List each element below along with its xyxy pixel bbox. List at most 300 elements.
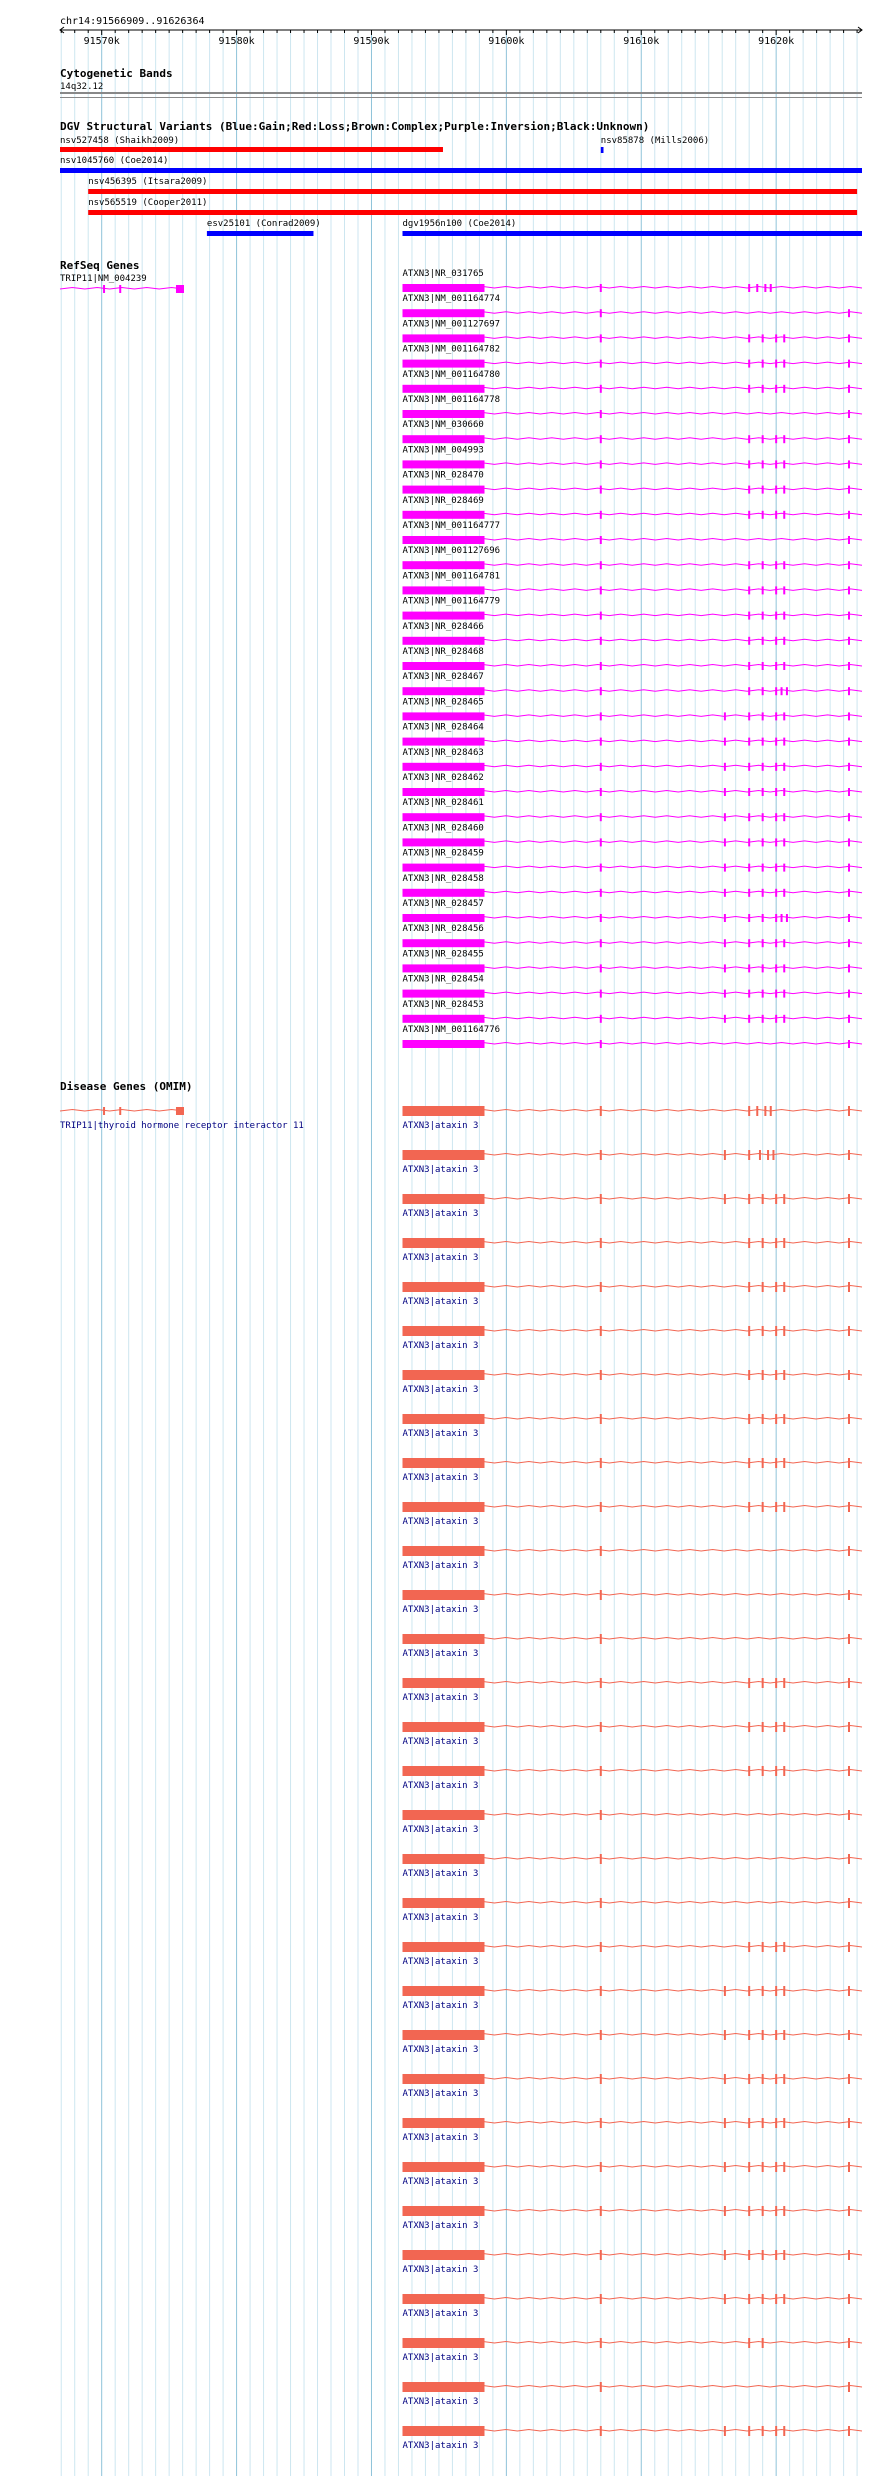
omim-exon[interactable] [848,2250,850,2260]
omim-utr-block[interactable] [403,1634,485,1644]
refseq-exon[interactable] [748,637,750,645]
refseq-exon[interactable] [848,360,850,368]
refseq-exon[interactable] [770,284,772,292]
dgv-variant-label[interactable]: nsv456395 (Itsara2009) [88,177,208,187]
omim-exon[interactable] [783,1414,785,1424]
refseq-exon[interactable] [748,738,750,746]
refseq-exon[interactable] [748,889,750,897]
refseq-utr-block[interactable] [403,309,485,317]
refseq-transcript-label[interactable]: ATXN3|NM_001127696 [402,546,501,557]
omim-gene-label[interactable]: ATXN3|ataxin 3 [402,1209,479,1219]
refseq-exon[interactable] [783,460,785,468]
omim-exon[interactable] [848,2118,850,2128]
omim-exon[interactable] [783,1766,785,1776]
refseq-exon[interactable] [762,914,764,922]
refseq-utr-block[interactable] [403,964,485,972]
refseq-exon[interactable] [724,838,726,846]
refseq-exon[interactable] [783,763,785,771]
refseq-exon[interactable] [762,889,764,897]
refseq-utr-block[interactable] [403,536,485,544]
refseq-exon[interactable] [748,838,750,846]
refseq-exon[interactable] [748,284,750,292]
omim-exon[interactable] [748,2250,750,2260]
omim-exon[interactable] [783,1282,785,1292]
refseq-exon[interactable] [775,914,777,922]
refseq-transcript-label[interactable]: ATXN3|NR_028468 [402,647,484,657]
dgv-variant-label[interactable]: nsv527458 (Shaikh2009) [60,136,180,146]
refseq-exon[interactable] [781,914,783,922]
refseq-exon[interactable] [775,889,777,897]
refseq-exon[interactable] [848,586,850,594]
refseq-exon[interactable] [762,687,764,695]
omim-exon[interactable] [783,1678,785,1688]
dgv-variant-label[interactable]: nsv85878 (Mills2006) [600,136,710,146]
refseq-exon[interactable] [600,914,602,922]
refseq-exon[interactable] [848,838,850,846]
omim-exon[interactable] [848,1634,850,1644]
refseq-exon[interactable] [103,285,105,293]
omim-exon[interactable] [724,2294,726,2304]
omim-utr-block[interactable] [403,1414,485,1424]
omim-exon[interactable] [783,2074,785,2084]
refseq-exon[interactable] [848,864,850,872]
refseq-transcript-label[interactable]: ATXN3|NR_028453 [402,999,484,1010]
omim-exon[interactable] [600,1194,602,1204]
omim-exon[interactable] [600,1722,602,1732]
refseq-transcript-label[interactable]: ATXN3|NM_001164776 [402,1025,501,1035]
omim-gene-label[interactable]: ATXN3|ataxin 3 [402,2353,479,2363]
refseq-exon[interactable] [775,763,777,771]
omim-exon[interactable] [775,1326,777,1336]
omim-utr-block[interactable] [403,1326,485,1336]
omim-exon[interactable] [783,2206,785,2216]
refseq-exon[interactable] [724,939,726,947]
refseq-exon[interactable] [775,511,777,519]
refseq-exon[interactable] [748,914,750,922]
refseq-exon[interactable] [748,511,750,519]
refseq-exon[interactable] [848,1015,850,1023]
refseq-transcript-label[interactable]: ATXN3|NM_030660 [402,420,484,431]
refseq-transcript-label[interactable]: ATXN3|NM_001127697 [402,319,501,330]
refseq-exon[interactable] [762,662,764,670]
refseq-utr-block[interactable] [403,334,485,342]
omim-exon[interactable] [848,1986,850,1996]
refseq-exon[interactable] [748,939,750,947]
omim-exon[interactable] [600,1590,602,1600]
refseq-exon[interactable] [848,889,850,897]
omim-gene-label[interactable]: ATXN3|ataxin 3 [402,1913,479,1923]
refseq-exon[interactable] [600,561,602,569]
refseq-exon[interactable] [775,360,777,368]
refseq-exon[interactable] [775,838,777,846]
omim-exon[interactable] [848,1546,850,1556]
dgv-variant-label[interactable]: nsv1045760 (Coe2014) [60,156,169,166]
refseq-transcript-label[interactable]: ATXN3|NR_028459 [402,848,484,859]
refseq-exon[interactable] [748,586,750,594]
dgv-variant-bar[interactable] [60,147,443,152]
omim-exon[interactable] [600,1150,602,1160]
refseq-exon[interactable] [600,939,602,947]
refseq-exon[interactable] [783,889,785,897]
refseq-transcript-label[interactable]: ATXN3|NM_001164780 [402,369,501,380]
omim-exon[interactable] [748,2426,750,2436]
refseq-exon[interactable] [748,864,750,872]
refseq-exon[interactable] [756,284,758,292]
refseq-exon[interactable] [762,1015,764,1023]
omim-exon[interactable] [762,1502,764,1512]
refseq-utr-block[interactable] [403,612,485,620]
refseq-exon[interactable] [724,813,726,821]
refseq-transcript-label[interactable]: ATXN3|NR_028456 [402,924,484,935]
refseq-exon[interactable] [724,990,726,998]
refseq-utr-block[interactable] [403,284,485,292]
refseq-exon[interactable] [762,435,764,443]
refseq-exon[interactable] [748,763,750,771]
omim-gene-label[interactable]: ATXN3|ataxin 3 [402,1781,479,1791]
omim-exon[interactable] [775,2074,777,2084]
refseq-exon[interactable] [783,788,785,796]
omim-gene-label[interactable]: ATXN3|ataxin 3 [402,2001,479,2011]
refseq-utr-block[interactable] [403,1040,485,1048]
omim-exon[interactable] [772,1150,774,1160]
refseq-transcript-label[interactable]: ATXN3|NR_028462 [402,773,484,783]
refseq-transcript-label[interactable]: ATXN3|NR_028469 [402,495,484,506]
omim-exon[interactable] [783,2250,785,2260]
omim-exon[interactable] [775,1238,777,1248]
refseq-exon[interactable] [600,889,602,897]
refseq-exon[interactable] [600,738,602,746]
omim-exon[interactable] [783,1722,785,1732]
omim-exon[interactable] [600,1854,602,1864]
refseq-exon[interactable] [848,612,850,620]
omim-exon[interactable] [762,1766,764,1776]
omim-exon[interactable] [783,1458,785,1468]
omim-utr-block[interactable] [403,2074,485,2084]
refseq-exon[interactable] [848,460,850,468]
omim-exon[interactable] [724,1194,726,1204]
omim-exon[interactable] [762,2294,764,2304]
omim-exon[interactable] [775,1502,777,1512]
refseq-transcript-label[interactable]: ATXN3|NR_028465 [402,697,484,708]
refseq-exon[interactable] [748,385,750,393]
refseq-exon[interactable] [600,1040,602,1048]
omim-exon[interactable] [775,2030,777,2040]
refseq-exon[interactable] [762,511,764,519]
omim-exon[interactable] [748,2030,750,2040]
omim-exon[interactable] [783,2118,785,2128]
refseq-exon[interactable] [775,712,777,720]
omim-exon[interactable] [762,2030,764,2040]
refseq-exon[interactable] [600,788,602,796]
omim-gene-label[interactable]: ATXN3|ataxin 3 [402,2265,479,2275]
refseq-exon[interactable] [786,687,788,695]
omim-exon[interactable] [764,1106,766,1116]
refseq-exon[interactable] [783,864,785,872]
refseq-exon[interactable] [775,1015,777,1023]
refseq-exon[interactable] [775,939,777,947]
refseq-utr-block[interactable] [403,990,485,998]
refseq-utr-block[interactable] [403,889,485,897]
refseq-exon[interactable] [848,813,850,821]
omim-exon[interactable] [848,2074,850,2084]
omim-gene-label[interactable]: ATXN3|ataxin 3 [402,1297,479,1307]
refseq-transcript-label[interactable]: ATXN3|NM_001164777 [402,521,501,531]
refseq-exon[interactable] [600,486,602,494]
refseq-exon[interactable] [775,334,777,342]
refseq-transcript-label[interactable]: ATXN3|NR_028460 [402,823,484,834]
omim-gene-label[interactable]: ATXN3|ataxin 3 [402,2089,479,2099]
omim-exon[interactable] [724,2074,726,2084]
omim-exon[interactable] [600,2030,602,2040]
omim-exon[interactable] [762,2118,764,2128]
refseq-transcript-label[interactable]: ATXN3|NM_001164781 [402,571,501,582]
refseq-exon[interactable] [848,561,850,569]
omim-utr-block[interactable] [403,2118,485,2128]
refseq-transcript-label[interactable]: ATXN3|NM_001164778 [402,395,501,405]
refseq-exon[interactable] [600,864,602,872]
omim-exon[interactable] [600,1546,602,1556]
omim-exon[interactable] [762,1370,764,1380]
omim-exon[interactable] [848,1678,850,1688]
omim-exon[interactable] [775,1458,777,1468]
omim-utr-block[interactable] [403,2250,485,2260]
refseq-exon[interactable] [748,813,750,821]
refseq-utr-block[interactable] [403,738,485,746]
omim-exon[interactable] [848,1414,850,1424]
omim-exon[interactable] [724,1986,726,1996]
refseq-exon[interactable] [786,914,788,922]
omim-exon[interactable] [775,1766,777,1776]
omim-exon[interactable] [600,2250,602,2260]
refseq-utr-block[interactable] [403,838,485,846]
omim-exon[interactable] [600,1414,602,1424]
refseq-exon[interactable] [600,586,602,594]
omim-exon[interactable] [775,1370,777,1380]
omim-gene-label[interactable]: ATXN3|ataxin 3 [402,1825,479,1835]
omim-utr-block[interactable] [403,1678,485,1688]
refseq-exon[interactable] [783,813,785,821]
omim-exon[interactable] [848,1766,850,1776]
omim-gene-label[interactable]: ATXN3|ataxin 3 [402,1869,479,1879]
omim-utr-block[interactable] [403,1722,485,1732]
omim-exon[interactable] [762,1238,764,1248]
refseq-utr-block[interactable] [403,460,485,468]
omim-exon[interactable] [848,1282,850,1292]
omim-gene-label[interactable]: ATXN3|ataxin 3 [402,1473,479,1483]
omim-exon[interactable] [775,1942,777,1952]
omim-exon[interactable] [783,1942,785,1952]
omim-exon[interactable] [724,2118,726,2128]
omim-exon[interactable] [748,1458,750,1468]
refseq-exon[interactable] [748,334,750,342]
omim-utr-block[interactable] [403,1766,485,1776]
refseq-exon[interactable] [600,687,602,695]
refseq-exon[interactable] [775,637,777,645]
omim-utr-block[interactable] [403,1238,485,1248]
refseq-utr-block[interactable] [403,939,485,947]
refseq-transcript-label[interactable]: ATXN3|NR_028467 [402,672,484,683]
refseq-exon[interactable] [600,435,602,443]
refseq-exon[interactable] [775,864,777,872]
refseq-exon[interactable] [176,285,184,293]
refseq-exon[interactable] [762,486,764,494]
dgv-variant-bar[interactable] [207,231,314,236]
omim-gene-label[interactable]: TRIP11|thyroid hormone receptor interactor 11 [60,1121,304,1131]
refseq-exon[interactable] [783,738,785,746]
omim-gene-label[interactable]: ATXN3|ataxin 3 [402,1561,479,1571]
refseq-exon[interactable] [848,687,850,695]
refseq-utr-block[interactable] [403,662,485,670]
omim-exon[interactable] [848,1106,850,1116]
refseq-exon[interactable] [848,788,850,796]
refseq-exon[interactable] [775,561,777,569]
omim-exon[interactable] [848,1370,850,1380]
refseq-exon[interactable] [848,435,850,443]
omim-gene-label[interactable]: ATXN3|ataxin 3 [402,1605,479,1615]
omim-utr-block[interactable] [403,1546,485,1556]
omim-exon[interactable] [724,2426,726,2436]
refseq-exon[interactable] [600,410,602,418]
omim-exon[interactable] [848,1326,850,1336]
refseq-exon[interactable] [762,612,764,620]
omim-utr-block[interactable] [403,2030,485,2040]
refseq-exon[interactable] [762,460,764,468]
refseq-exon[interactable] [775,788,777,796]
refseq-exon[interactable] [762,964,764,972]
omim-exon[interactable] [103,1107,105,1115]
omim-exon[interactable] [748,2206,750,2216]
refseq-exon[interactable] [600,511,602,519]
omim-utr-block[interactable] [403,1282,485,1292]
refseq-transcript-label[interactable]: ATXN3|NM_001164774 [402,294,501,305]
refseq-transcript-label[interactable]: ATXN3|NM_001164782 [402,344,501,355]
refseq-exon[interactable] [600,612,602,620]
omim-exon[interactable] [724,2030,726,2040]
omim-exon[interactable] [600,1370,602,1380]
omim-exon[interactable] [600,1282,602,1292]
refseq-transcript-label[interactable]: ATXN3|NM_004993 [402,445,484,456]
refseq-exon[interactable] [783,662,785,670]
omim-exon[interactable] [600,2118,602,2128]
omim-exon[interactable] [762,2074,764,2084]
refseq-exon[interactable] [762,813,764,821]
omim-exon[interactable] [848,2294,850,2304]
refseq-exon[interactable] [600,964,602,972]
omim-exon[interactable] [762,1414,764,1424]
omim-exon[interactable] [783,2030,785,2040]
refseq-exon[interactable] [762,788,764,796]
refseq-utr-block[interactable] [403,712,485,720]
omim-exon[interactable] [775,1678,777,1688]
omim-exon[interactable] [600,1942,602,1952]
refseq-utr-block[interactable] [403,1015,485,1023]
omim-exon[interactable] [762,1986,764,1996]
refseq-exon[interactable] [600,662,602,670]
omim-utr-block[interactable] [403,2426,485,2436]
refseq-exon[interactable] [783,486,785,494]
refseq-exon[interactable] [783,561,785,569]
refseq-exon[interactable] [724,712,726,720]
refseq-exon[interactable] [848,309,850,317]
refseq-exon[interactable] [848,738,850,746]
omim-utr-block[interactable] [403,1106,485,1116]
omim-exon[interactable] [762,1722,764,1732]
omim-exon[interactable] [783,2294,785,2304]
refseq-exon[interactable] [762,738,764,746]
refseq-exon[interactable] [762,561,764,569]
refseq-exon[interactable] [724,914,726,922]
refseq-exon[interactable] [600,309,602,317]
refseq-exon[interactable] [762,586,764,594]
omim-exon[interactable] [748,1238,750,1248]
cytoband-label[interactable]: 14q32.12 [60,82,104,92]
refseq-exon[interactable] [724,788,726,796]
omim-exon[interactable] [748,1766,750,1776]
refseq-exon[interactable] [748,360,750,368]
omim-exon[interactable] [775,2206,777,2216]
omim-exon[interactable] [848,1458,850,1468]
refseq-transcript-label[interactable]: ATXN3|NR_028466 [402,621,484,632]
refseq-exon[interactable] [748,788,750,796]
omim-utr-block[interactable] [403,1370,485,1380]
omim-exon[interactable] [848,1854,850,1864]
omim-gene-label[interactable]: ATXN3|ataxin 3 [402,1385,479,1395]
refseq-exon[interactable] [848,334,850,342]
refseq-exon[interactable] [762,939,764,947]
refseq-exon[interactable] [748,435,750,443]
refseq-exon[interactable] [848,914,850,922]
omim-gene-label[interactable]: ATXN3|ataxin 3 [402,1737,479,1747]
omim-exon[interactable] [759,1150,761,1160]
refseq-exon[interactable] [762,990,764,998]
refseq-exon[interactable] [848,486,850,494]
omim-utr-block[interactable] [403,1986,485,1996]
refseq-exon[interactable] [783,939,785,947]
omim-exon[interactable] [762,2338,764,2348]
omim-utr-block[interactable] [403,1810,485,1820]
refseq-exon[interactable] [775,385,777,393]
omim-exon[interactable] [724,2162,726,2172]
refseq-exon[interactable] [748,612,750,620]
omim-utr-block[interactable] [403,2206,485,2216]
omim-utr-block[interactable] [403,1194,485,1204]
refseq-exon[interactable] [783,1015,785,1023]
refseq-exon[interactable] [775,990,777,998]
omim-gene-label[interactable]: ATXN3|ataxin 3 [402,2397,479,2407]
omim-exon[interactable] [748,1282,750,1292]
omim-exon[interactable] [762,1678,764,1688]
refseq-exon[interactable] [600,536,602,544]
refseq-exon[interactable] [748,561,750,569]
refseq-utr-block[interactable] [403,788,485,796]
omim-exon[interactable] [762,1326,764,1336]
omim-exon[interactable] [848,2426,850,2436]
refseq-exon[interactable] [600,385,602,393]
omim-exon[interactable] [748,2074,750,2084]
omim-exon[interactable] [748,1722,750,1732]
refseq-exon[interactable] [748,712,750,720]
refseq-exon[interactable] [762,763,764,771]
omim-exon[interactable] [762,2206,764,2216]
refseq-exon[interactable] [775,586,777,594]
refseq-exon[interactable] [748,990,750,998]
omim-exon[interactable] [600,2294,602,2304]
omim-exon[interactable] [775,2162,777,2172]
refseq-exon[interactable] [600,334,602,342]
refseq-exon[interactable] [848,1040,850,1048]
refseq-exon[interactable] [783,435,785,443]
omim-exon[interactable] [748,1678,750,1688]
